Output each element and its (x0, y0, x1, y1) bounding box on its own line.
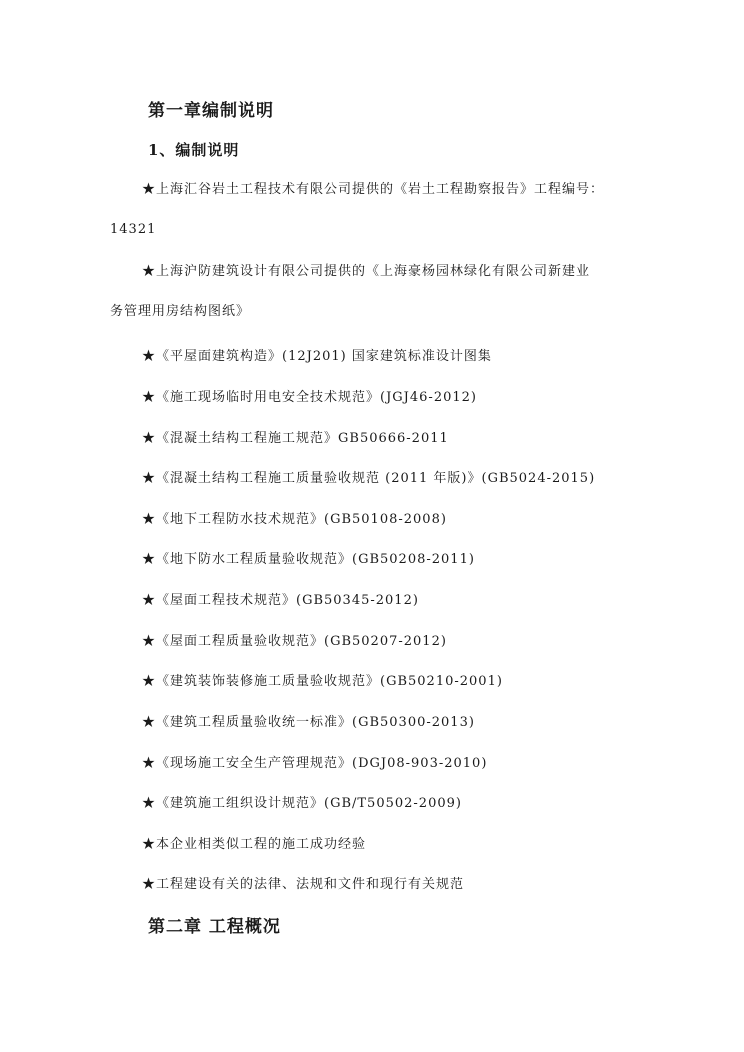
standard-list-item: ★《地下工程防水技术规范》(GB50108-2008) (142, 512, 447, 527)
chapter-2-title: 第二章 工程概况 (148, 917, 281, 937)
standard-list-item: ★本企业相类似工程的施工成功经验 (142, 837, 367, 852)
paragraph-line: 14321 (110, 222, 157, 237)
standard-list-item: ★《地下防水工程质量验收规范》(GB50208-2011) (142, 552, 475, 567)
paragraph-line: 务管理用房结构图纸》 (110, 304, 251, 319)
standard-list-item: ★《混凝土结构工程施工质量验收规范 (2011 年版)》(GB5024-2015) (142, 471, 596, 486)
standard-list-item: ★《建筑工程质量验收统一标准》(GB50300-2013) (142, 715, 475, 730)
standard-list-item: ★《屋面工程质量验收规范》(GB50207-2012) (142, 634, 447, 649)
standard-list-item: ★工程建设有关的法律、法规和文件和现行有关规范 (142, 877, 465, 892)
paragraph-line: ★上海沪防建筑设计有限公司提供的《上海豪杨园林绿化有限公司新建业 (142, 264, 591, 279)
standard-list-item: ★《建筑装饰装修施工质量验收规范》(GB50210-2001) (142, 674, 503, 689)
standard-list-item: ★《现场施工安全生产管理规范》(DGJ08-903-2010) (142, 756, 488, 771)
standard-list-item: ★《建筑施工组织设计规范》(GB/T50502-2009) (142, 796, 462, 811)
standard-list-item: ★《平屋面建筑构造》(12J201) 国家建筑标准设计图集 (142, 349, 492, 364)
section-1-title: 1、编制说明 (148, 141, 240, 159)
standard-list-item: ★《施工现场临时用电安全技术规范》(JGJ46-2012) (142, 390, 477, 405)
standard-list-item: ★《屋面工程技术规范》(GB50345-2012) (142, 593, 419, 608)
chapter-1-title: 第一章编制说明 (148, 101, 274, 121)
paragraph-structure-drawings (110, 252, 650, 332)
standard-list-item: ★《混凝土结构工程施工规范》GB50666-2011 (142, 431, 449, 446)
paragraph-line: ★上海汇谷岩土工程技术有限公司提供的《岩土工程勘察报告》工程编号： (142, 182, 605, 197)
paragraph-survey-report (110, 170, 650, 250)
